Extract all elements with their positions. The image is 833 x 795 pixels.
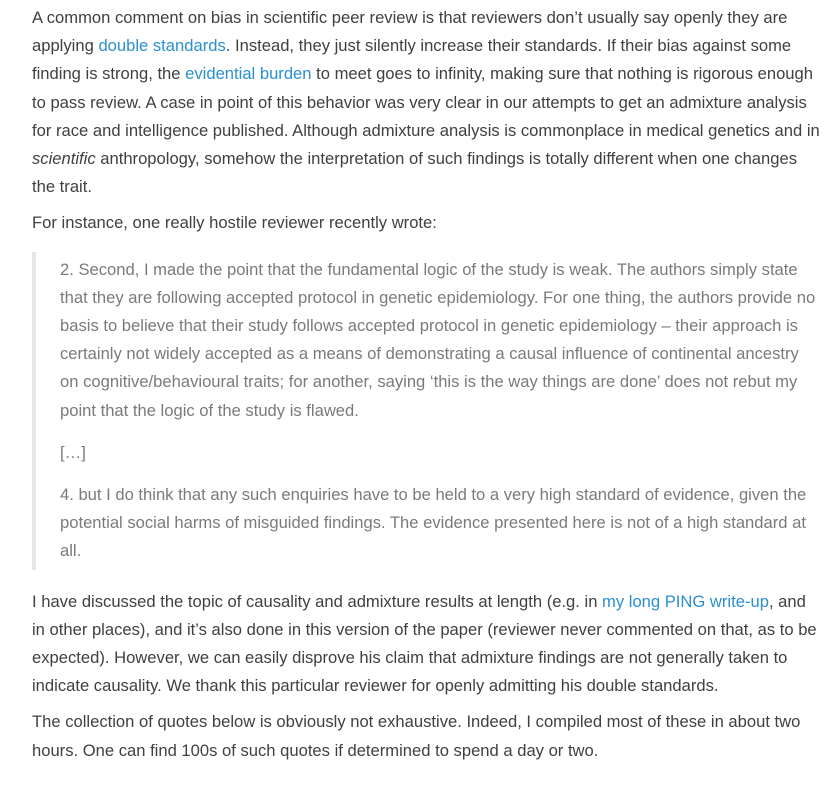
article-body [32, 4, 822, 773]
intro-text-1: A common comment on bias in scientific peer review is that reviewers don’t usually say openly they are applying [32, 8, 788, 56]
intro-text-3: to meet goes to infinity, making sure that nothing is rigorous enough to pass review. A case in point of this behavior was very clear in our attempts to get an admixture analysis for race and intelligence published. Although admixture analysis is commonplace in medical genetics and in [32, 64, 820, 140]
scientific-emphasis: scientific [32, 149, 96, 169]
intro-text-2: . Instead, they just silently increase their standards. If their bias against some finding is strong, the [32, 36, 792, 84]
double-standards-link[interactable]: double standards [98, 36, 226, 56]
quote-point-2: 2. Second, I made the point that the fundamental logic of the study is weak. The authors simply state that they are following accepted protocol in genetic epidemiology. For one thing, the authors provide no basis to believe that their study follows accepted protocol in genetic epidemiology – their approach is certainly not widely accepted as a means of demonstrating a causal influence of continental ancestry on cognitive/behavioural traits; for another, saying ‘this is the way things are done’ does not rebut my point that the logic of the study is flawed. [60, 259, 816, 420]
causality-text-1: I have discussed the topic of causality and admixture results at length (e.g. in [32, 591, 603, 611]
quote-point-4: 4. but I do think that any such enquiries have to be held to a very high standard of evidence, given the potential social harms of misguided findings. The evidence presented here is not of a high standard at all. [60, 485, 807, 561]
intro-paragraph [32, 4, 822, 201]
reviewer-intro-paragraph: For instance, one really hostile reviewer recently wrote: [32, 213, 437, 233]
quote-ellipsis: […] [60, 442, 86, 462]
intro-text-4: anthropology, somehow the interpretation of such findings is totally different when one changes the trait. [32, 149, 798, 197]
evidential-burden-link[interactable]: evidential burden [185, 64, 312, 84]
reviewer-quote [32, 252, 820, 570]
causality-paragraph [32, 588, 822, 701]
causality-text-2: , and in other places), and it’s also done in this version of the paper (reviewer never commented on that, as to be expected). However, we can easily disprove his claim that admixture findings are not generally taken to indicate causality. We thank this particular reviewer for openly admitting his double standards. [32, 591, 817, 696]
ping-writeup-link[interactable]: my long PING write-up [602, 591, 769, 611]
quotes-collection-paragraph: The collection of quotes below is obviously not exhaustive. Indeed, I compiled most of these in about two hours. One can find 100s of such quotes if determined to spend a day or two. [32, 712, 801, 760]
